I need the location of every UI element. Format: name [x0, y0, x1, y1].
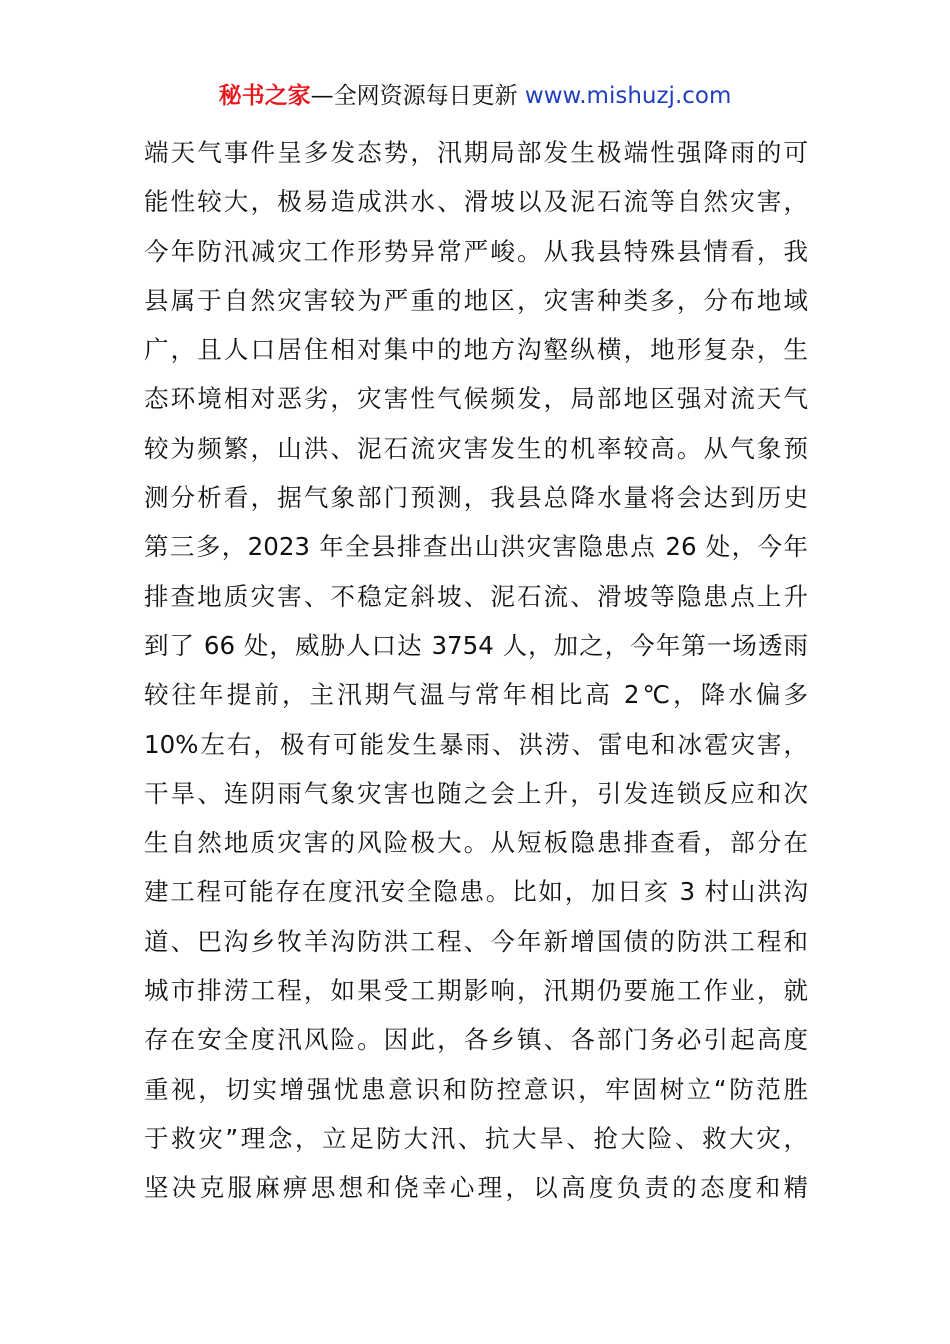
body-line: 端天气事件呈多发态势，汛期局部发生极端性强降雨的可: [144, 138, 808, 167]
body-line: 生自然地质灾害的风险极大。从短板隐患排查看，部分在: [144, 828, 808, 858]
body-line: 较往年提前，主汛期气温与常年相比高 2℃，降水偏多: [144, 680, 808, 710]
body-line: 坚决克服麻痹思想和侥幸心理，以高度负责的态度和精: [144, 1173, 808, 1203]
body-line: 测分析看，据气象部门预测，我县总降水量将会达到历史: [144, 483, 808, 513]
body-line: 建工程可能存在度汛安全隐患。比如，加日亥 3 村山洪沟: [144, 877, 808, 907]
body-line: 道、巴沟乡牧羊沟防洪工程、今年新增国债的防洪工程和: [144, 926, 808, 956]
body-line: 今年防汛减灾工作形势异常严峻。从我县特殊县情看，我: [144, 236, 808, 266]
body-line: 第三多，2023 年全县排查出山洪灾害隐患点 26 处，今年: [144, 532, 808, 562]
body-line: 存在安全度汛风险。因此，各乡镇、各部门务必引起高度: [144, 1025, 808, 1055]
body-line: 干旱、连阴雨气象灾害也随之会上升，引发连锁反应和次: [144, 778, 808, 808]
body-line: 重视，切实增强忧患意识和防控意识，牢固树立“防范胜: [144, 1074, 808, 1104]
body-line: 县属于自然灾害较为严重的地区，灾害种类多，分布地域: [144, 285, 808, 315]
site-brand-name: 秘书之家: [218, 83, 311, 109]
site-tagline: —全网资源每日更新: [310, 83, 518, 109]
body-line: 排查地质灾害、不稳定斜坡、泥石流、滑坡等隐患点上升: [144, 581, 808, 611]
body-line: 10%左右，极有可能发生暴雨、洪涝、雷电和冰雹灾害，: [144, 729, 808, 759]
site-url-link[interactable]: www.mishuzj.com: [524, 83, 732, 109]
body-line: 态环境相对恶劣，灾害性气候频发，局部地区强对流天气: [144, 384, 808, 414]
body-line: 到了 66 处，威胁人口达 3754 人，加之，今年第一场透雨: [144, 630, 808, 660]
body-line: 城市排涝工程，如果受工期影响，汛期仍要施工作业，就: [144, 976, 808, 1006]
document-body: [144, 128, 808, 1213]
body-line: 能性较大，极易造成洪水、滑坡以及泥石流等自然灾害，: [144, 187, 808, 217]
body-line: 较为频繁，山洪、泥石流灾害发生的机率较高。从气象预: [144, 433, 808, 463]
body-line: 于救灾”理念，立足防大汛、抗大旱、抢大险、救大灾，: [144, 1123, 808, 1153]
site-header: [0, 80, 950, 112]
body-line: 广，且人口居住相对集中的地方沟壑纵横，地形复杂，生: [144, 335, 808, 365]
